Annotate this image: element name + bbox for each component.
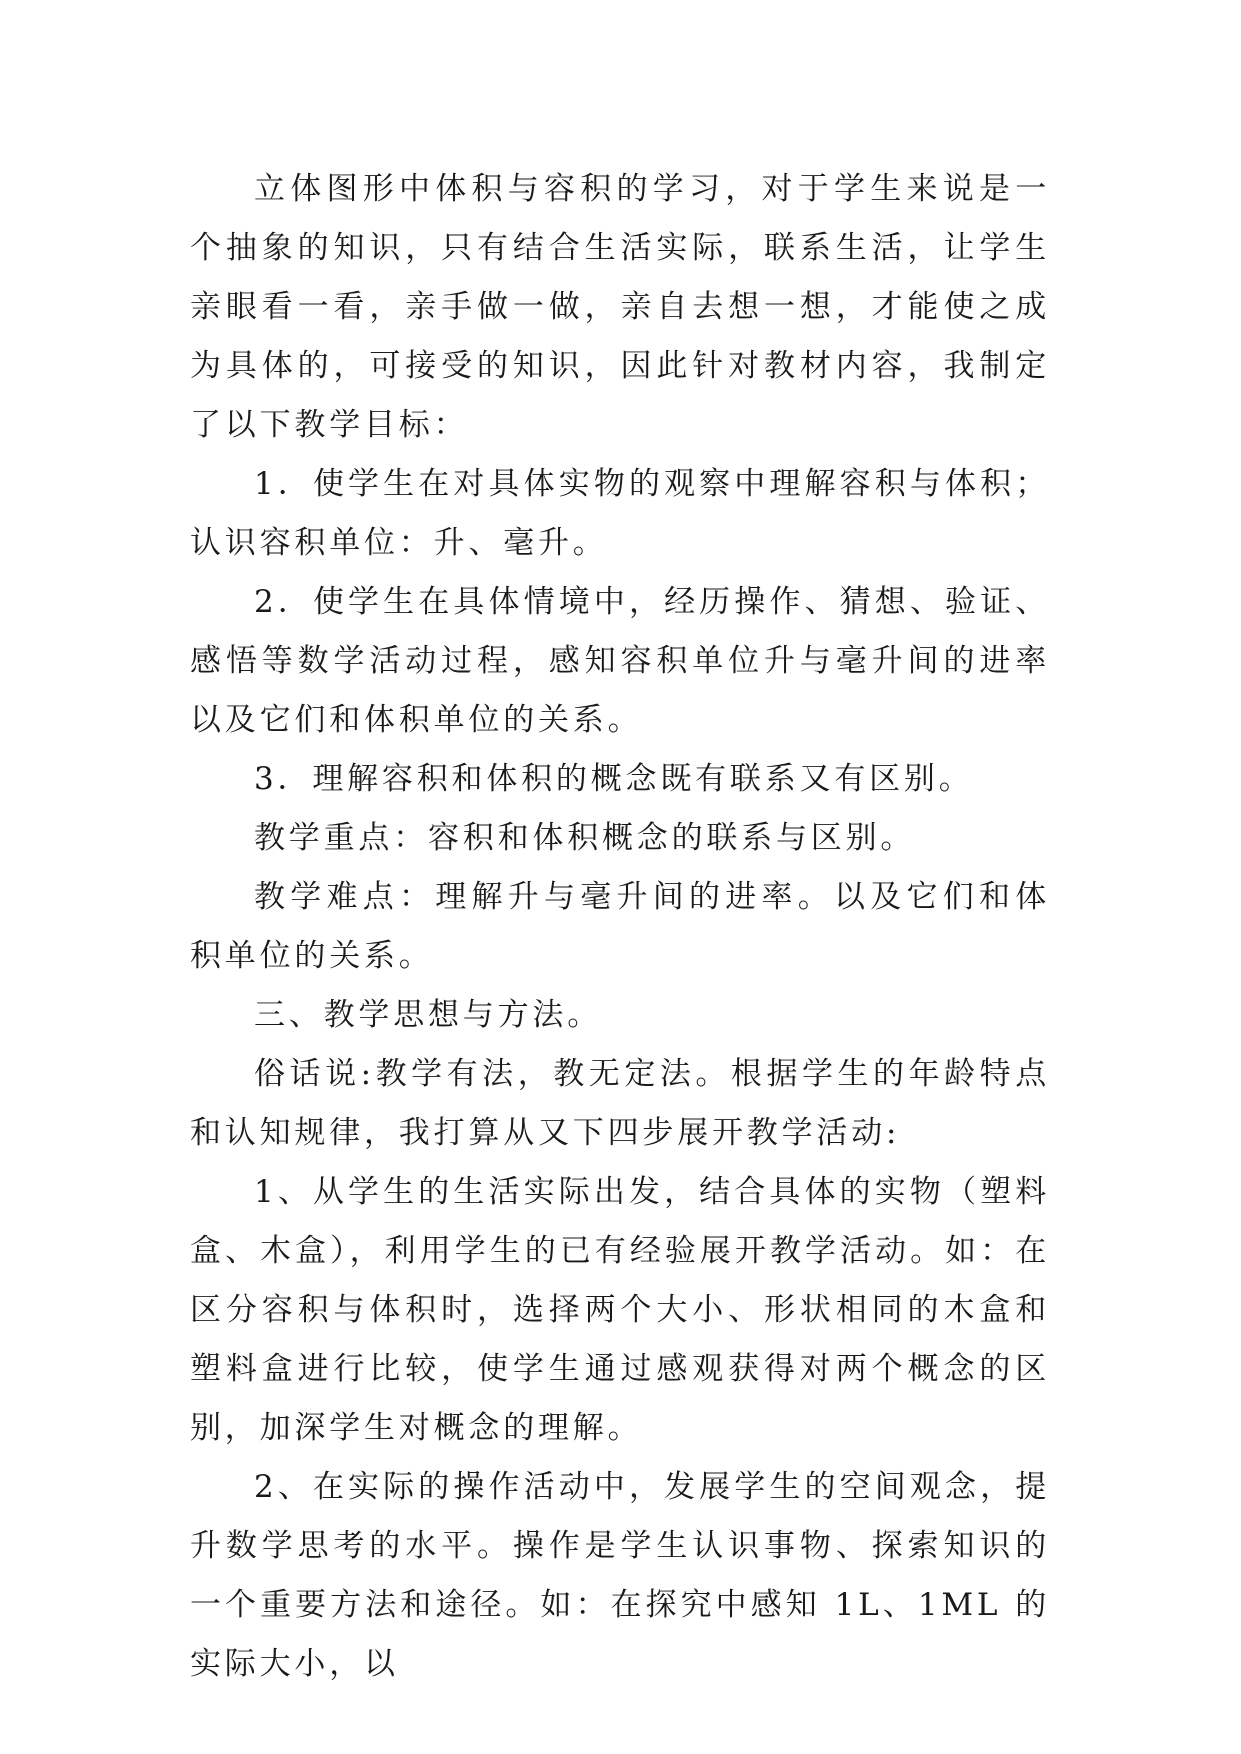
paragraph-goal-2: 2．使学生在具体情境中，经历操作、猜想、验证、感悟等数学活动过程，感知容积单位升与毫升间的进率以及它们和体积单位的关系。 xyxy=(190,584,1050,738)
paragraph-step-2: 2、在实际的操作活动中，发展学生的空间观念，提升数学思考的水平。操作是学生认识事物、探索知识的一个重要方法和途径。如：在探究中感知 1L、1ML 的实际大小，以 xyxy=(190,1469,1050,1682)
paragraph-goal-1: 1．使学生在对具体实物的观察中理解容积与体积；认识容积单位：升、毫升。 xyxy=(190,466,1050,561)
paragraph-key-point: 教学重点：容积和体积概念的联系与区别。 xyxy=(254,820,916,856)
paragraph-method-intro: 俗话说:教学有法，教无定法。根据学生的年龄特点和认知规律，我打算从又下四步展开教学活动: xyxy=(190,1056,1050,1151)
paragraph-difficulty: 教学难点：理解升与毫升间的进率。以及它们和体积单位的关系。 xyxy=(190,879,1050,974)
paragraph-step-1: 1、从学生的生活实际出发，结合具体的实物（塑料盒、木盒），利用学生的已有经验展开教学活动。如：在区分容积与体积时，选择两个大小、形状相同的木盒和塑料盒进行比较，使学生通过感观获得对两个概念的区别，加深学生对概念的理解。 xyxy=(190,1174,1050,1446)
section-heading-3: 三、教学思想与方法。 xyxy=(254,997,602,1033)
paragraph-intro: 立体图形中体积与容积的学习，对于学生来说是一个抽象的知识，只有结合生活实际，联系生活，让学生亲眼看一看，亲手做一做，亲自去想一想，才能使之成为具体的，可接受的知识，因此针对教材内容，我制定了以下教学目标： xyxy=(190,171,1050,443)
paragraph-goal-3: 3．理解容积和体积的概念既有联系又有区别。 xyxy=(254,761,974,797)
document-body xyxy=(190,160,1050,1694)
